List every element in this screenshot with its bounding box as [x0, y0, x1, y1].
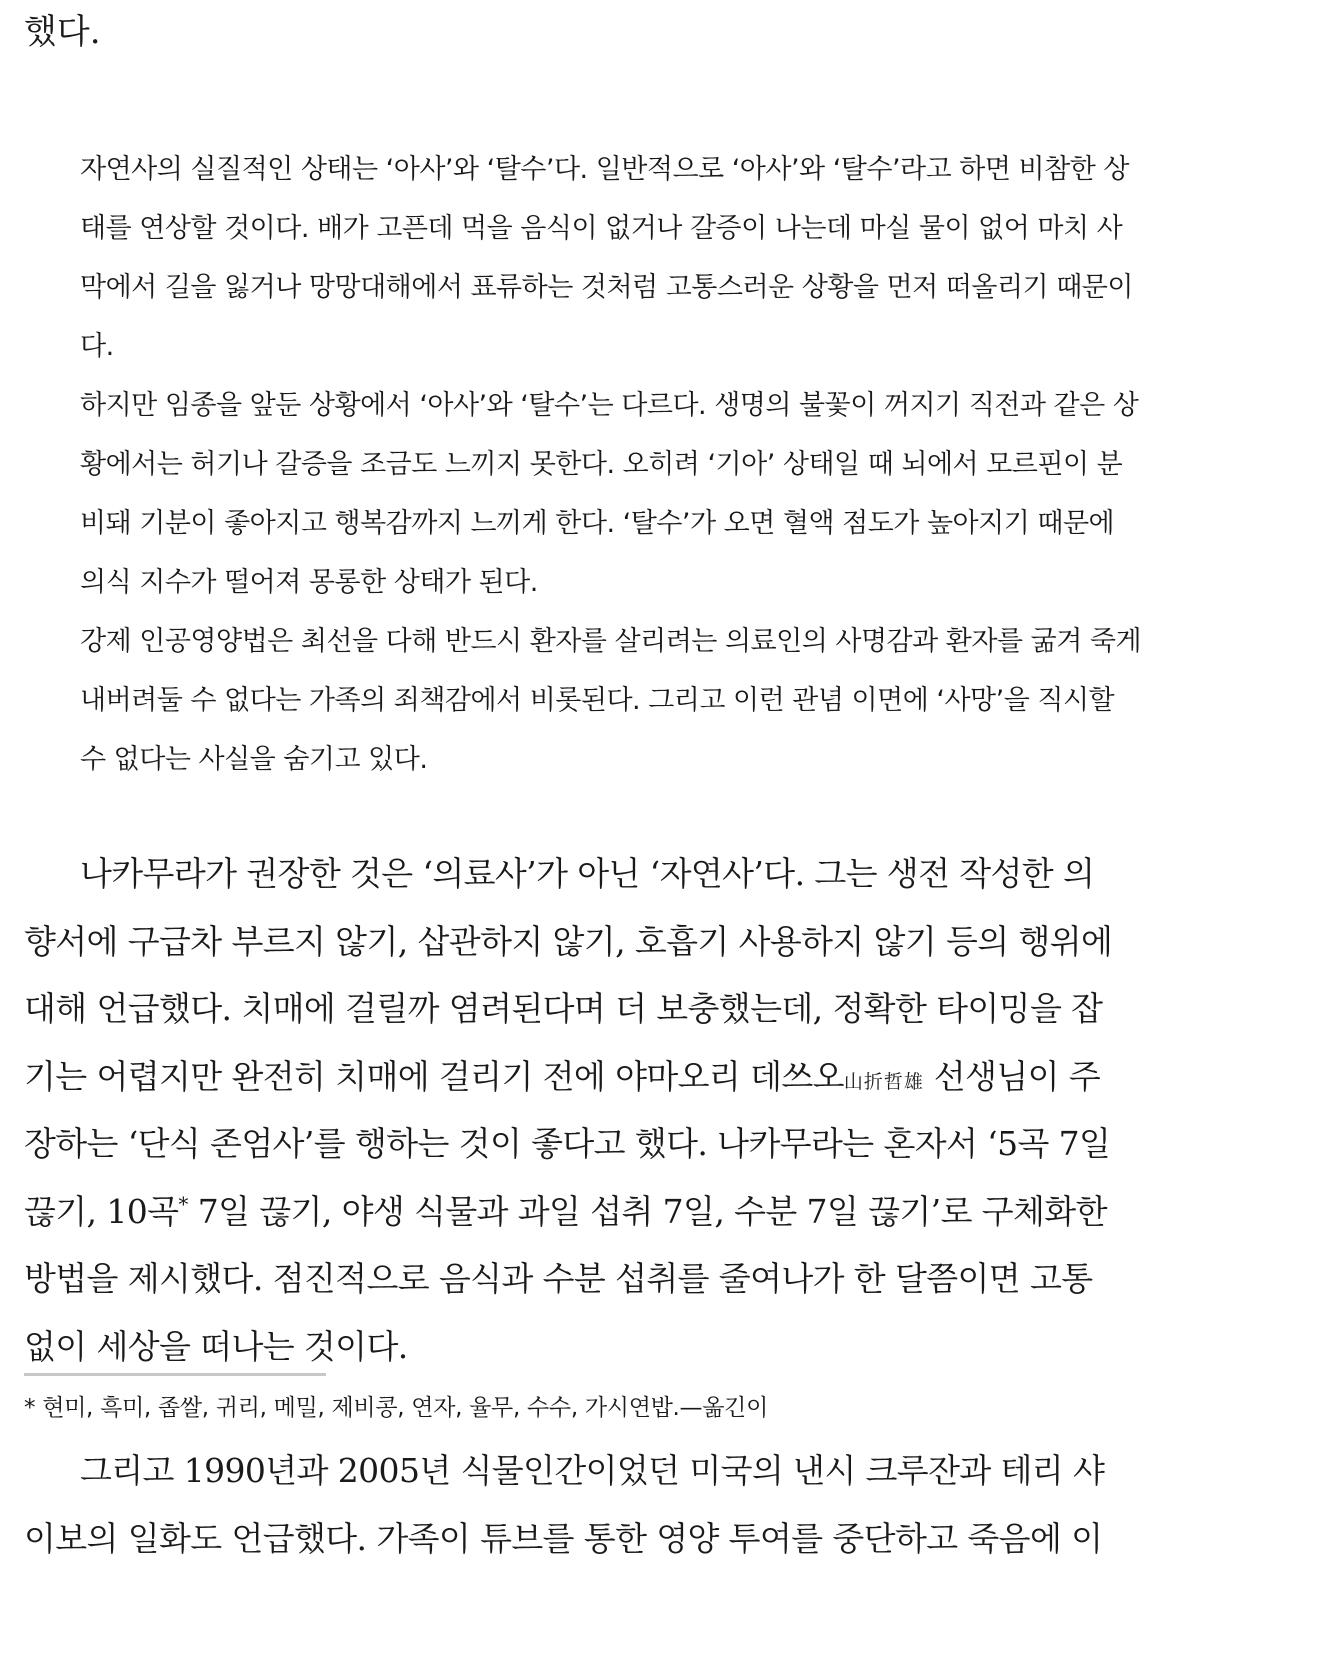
kanji-name: 山折哲雄: [843, 1070, 924, 1093]
body-line: 장하는 ‘단식 존엄사’를 행하는 것이 좋다고 했다. 나카무라는 혼자서 ‘5곡 7일: [24, 1124, 1111, 1163]
quote-line: 자연사의 실질적인 상태는 ‘아사’와 ‘탈수’다. 일반적으로 ‘아사’와 ‘탈수’라고 하면 비참한 상: [80, 154, 1129, 185]
quote-line: 하지만 임종을 앞둔 상황에서 ‘아사’와 ‘탈수’는 다르다. 생명의 불꽃이 꺼지기 직전과 같은 상: [80, 390, 1139, 421]
quote-line: 비돼 기분이 좋아지고 행복감까지 느끼게 한다. ‘탈수’가 오면 혈액 점도가 높아지기 때문에: [80, 508, 1115, 539]
quote-line: 의식 지수가 떨어져 몽롱한 상태가 된다.: [80, 567, 538, 598]
quote-line: 수 없다는 사실을 숨기고 있다.: [80, 744, 428, 775]
footnote-mark: *: [24, 1395, 36, 1421]
body-line: 이보의 일화도 언급했다. 가족이 튜브를 통한 영양 투여를 중단하고 죽음에 이: [24, 1518, 1103, 1558]
body-line: 없이 세상을 떠나는 것이다.: [24, 1326, 408, 1366]
next-paragraph: [24, 1437, 1296, 1572]
body-paragraph: [24, 840, 1296, 1380]
footnote-marker: *: [178, 1191, 188, 1216]
continuation-text: 했다.: [24, 12, 101, 52]
body-text: 7일 끊기, 야생 식물과 과일 섭취 7일, 수분 7일 끊기’로 구체화한: [187, 1191, 1107, 1231]
footnote-divider: [24, 1373, 326, 1376]
quote-line: 황에서는 허기나 갈증을 조금도 느끼지 못한다. 오히려 ‘기아’ 상태일 때 뇌에서 모르핀이 분: [80, 449, 1123, 480]
body-line: [24, 1178, 1296, 1246]
quote-line: 강제 인공영양법은 최선을 다해 반드시 환자를 살리려는 의료인의 사명감과 환자를 굶겨 죽게: [80, 626, 1142, 657]
body-text: 선생님이 주: [923, 1056, 1101, 1096]
quote-line: 막에서 길을 잃거나 망망대해에서 표류하는 것처럼 고통스러운 상황을 먼저 떠올리기 때문이: [80, 272, 1133, 303]
quoted-block: [80, 140, 1300, 789]
body-line: 나카무라가 권장한 것은 ‘의료사’가 아닌 ‘자연사’다. 그는 생전 작성한 의: [80, 854, 1095, 893]
footnote: [24, 1388, 768, 1428]
body-line: [24, 1043, 1296, 1111]
body-line: 대해 언급했다. 치매에 걸릴까 염려된다며 더 보충했는데, 정확한 타이밍을 잡: [24, 989, 1103, 1028]
body-line: 그리고 1990년과 2005년 식물인간이었던 미국의 낸시 크루잔과 테리 샤: [80, 1451, 1105, 1490]
quote-line: 다.: [80, 331, 114, 362]
quote-line: 태를 연상할 것이다. 배가 고픈데 먹을 음식이 없거나 갈증이 나는데 마실 물이 없어 마치 사: [80, 213, 1123, 244]
body-line: 방법을 제시했다. 점진적으로 음식과 수분 섭취를 줄여나가 한 달쯤이면 고통: [24, 1259, 1093, 1298]
footnote-text: 현미, 흑미, 좁쌀, 귀리, 메밀, 제비콩, 연자, 율무, 수수, 가시연밥.—옮긴이: [35, 1395, 768, 1421]
body-line: 향서에 구급차 부르지 않기, 삽관하지 않기, 호흡기 사용하지 않기 등의 행위에: [24, 921, 1113, 961]
body-text: 기는 어렵지만 완전히 치매에 걸리기 전에 야마오리 데쓰오: [24, 1056, 844, 1096]
body-text: 끊기, 10곡: [24, 1191, 179, 1231]
quote-line: 내버려둘 수 없다는 가족의 죄책감에서 비롯된다. 그리고 이런 관념 이면에 ‘사망’을 직시할: [80, 685, 1115, 716]
